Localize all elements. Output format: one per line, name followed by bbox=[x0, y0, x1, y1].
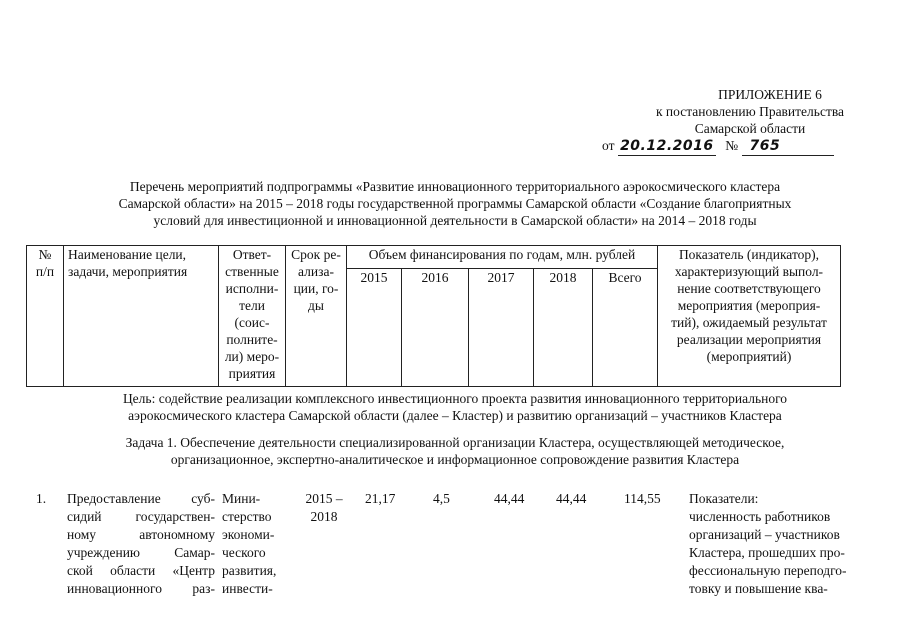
header-name bbox=[64, 246, 219, 387]
date-prefix: от bbox=[602, 138, 615, 153]
header-indicator-line: характеризующий выпол- bbox=[674, 264, 824, 279]
appendix-line1: к постановлению Правительства bbox=[655, 104, 845, 119]
row-name-line: инновационного раз- bbox=[67, 581, 215, 596]
header-exec-line: ли) меро- bbox=[224, 349, 280, 364]
row-term bbox=[298, 490, 350, 526]
goal-line1: Цель: содействие реализации комплексного инвестиционного проекта развития инновационного территориального bbox=[122, 391, 788, 406]
row-name-line: ному автономному bbox=[67, 527, 215, 542]
task-text bbox=[40, 434, 870, 468]
row-term-line: 2015 – bbox=[305, 491, 343, 506]
header-table bbox=[26, 245, 841, 387]
header-indicator-line: нение соответствующего bbox=[677, 281, 821, 296]
header-total: Всего bbox=[593, 269, 658, 387]
document-title-line1: Перечень мероприятий подпрограммы «Развитие инновационного территориального аэрокосмического кластера bbox=[129, 179, 781, 194]
header-indicator-line: тий), ожидаемый результат bbox=[671, 315, 827, 330]
header-term-line: ции, го- bbox=[293, 281, 339, 296]
row-indicator-line: товку и повышение ква- bbox=[689, 581, 828, 596]
row-value-2017: 44,44 bbox=[494, 491, 525, 506]
header-exec-line: исполни- bbox=[225, 281, 279, 296]
document-title-line3: условий для инвестиционной и инновационной деятельности в Самарской области» на 2014 – 2018 годы bbox=[153, 213, 757, 228]
header-num-line: № bbox=[38, 247, 52, 262]
row-name-line: Предоставление суб- bbox=[67, 491, 215, 506]
header-year-2018: 2018 bbox=[534, 269, 593, 387]
row-indicator-line: Кластера, прошедших про- bbox=[689, 545, 845, 560]
header-term-line: ды bbox=[308, 298, 324, 313]
header-indicator-line: (мероприятий) bbox=[706, 349, 792, 364]
document-title-line2: Самарской области» на 2015 – 2018 годы государственной программы Самарской области «Создание благоприятных bbox=[118, 196, 792, 211]
goal-line2: аэрокосмического кластера Самарской области (далее – Кластер) и развитию организаций – участников Кластера bbox=[128, 408, 782, 423]
appendix-title: ПРИЛОЖЕНИЕ 6 bbox=[718, 87, 822, 102]
row-name-line: сидий государствен- bbox=[67, 509, 215, 524]
appendix-line2: Самарской области bbox=[694, 121, 806, 136]
row-value-2018: 44,44 bbox=[556, 491, 587, 506]
header-exec-line: полните- bbox=[226, 332, 278, 347]
row-value-2016: 4,5 bbox=[433, 491, 450, 506]
header-indicator-line: мероприятия (мероприя- bbox=[677, 298, 821, 313]
handwritten-date: 20.12.2016 bbox=[618, 138, 716, 156]
row-num: 1. bbox=[36, 491, 47, 506]
header-indicator-line: Показатель (индикатор), bbox=[678, 247, 820, 262]
handwritten-number: 765 bbox=[742, 138, 834, 156]
task-line1: Задача 1. Обеспечение деятельности специализированной организации Кластера, осуществляющей методическое, bbox=[125, 435, 785, 450]
goal-text bbox=[50, 390, 860, 424]
header-term bbox=[286, 246, 347, 387]
header-year-2016: 2016 bbox=[402, 269, 469, 387]
appendix-date-line bbox=[600, 137, 900, 156]
row-exec-line: Мини- bbox=[222, 491, 261, 506]
row-executor bbox=[222, 490, 288, 598]
header-year-2017: 2017 bbox=[469, 269, 534, 387]
header-name-line: Наименование цели, bbox=[68, 247, 187, 262]
header-num-line: п/п bbox=[35, 264, 55, 279]
header-term-line: Срок ре- bbox=[291, 247, 341, 262]
row-name bbox=[67, 490, 215, 598]
header-exec-line: Ответ- bbox=[232, 247, 272, 262]
header-name-line: задачи, мероприятия bbox=[68, 264, 188, 279]
row-indicator-line: Показатели: bbox=[689, 491, 759, 506]
row-name-line: учреждению Самар- bbox=[67, 545, 215, 560]
row-exec-line: стерство bbox=[222, 509, 272, 524]
header-exec-line: ственные bbox=[225, 264, 279, 279]
header-exec-line: (соис- bbox=[234, 315, 270, 330]
header-indicator-line: реализации мероприятия bbox=[676, 332, 822, 347]
row-term-line: 2018 bbox=[310, 509, 338, 524]
header-indicator bbox=[658, 246, 841, 387]
row-exec-line: инвести- bbox=[222, 581, 273, 596]
row-exec-line: экономи- bbox=[222, 527, 275, 542]
row-indicator-line: фессиональную переподго- bbox=[689, 563, 847, 578]
row-indicator bbox=[689, 490, 869, 598]
header-funding: Объем финансирования по годам, млн. рублей bbox=[347, 246, 658, 269]
header-num bbox=[27, 246, 64, 387]
row-value-total: 114,55 bbox=[624, 491, 661, 506]
row-exec-line: развития, bbox=[222, 563, 277, 578]
header-year-2015: 2015 bbox=[347, 269, 402, 387]
row-exec-line: ческого bbox=[222, 545, 266, 560]
number-prefix: № bbox=[725, 138, 739, 153]
header-exec-line: тели bbox=[239, 298, 265, 313]
header-executors bbox=[219, 246, 286, 387]
task-line2: организационное, экспертно-аналитическое и информационное сопровождение развития Кластера bbox=[170, 452, 740, 467]
row-name-line: ской области «Центр bbox=[67, 563, 215, 578]
row-indicator-line: организаций – участников bbox=[689, 527, 840, 542]
document-title bbox=[40, 178, 870, 229]
header-exec-line: приятия bbox=[228, 366, 276, 381]
row-value-2015: 21,17 bbox=[365, 491, 396, 506]
header-term-line: ализа- bbox=[298, 264, 334, 279]
row-indicator-line: численность работников bbox=[689, 509, 831, 524]
appendix-block bbox=[600, 86, 900, 156]
